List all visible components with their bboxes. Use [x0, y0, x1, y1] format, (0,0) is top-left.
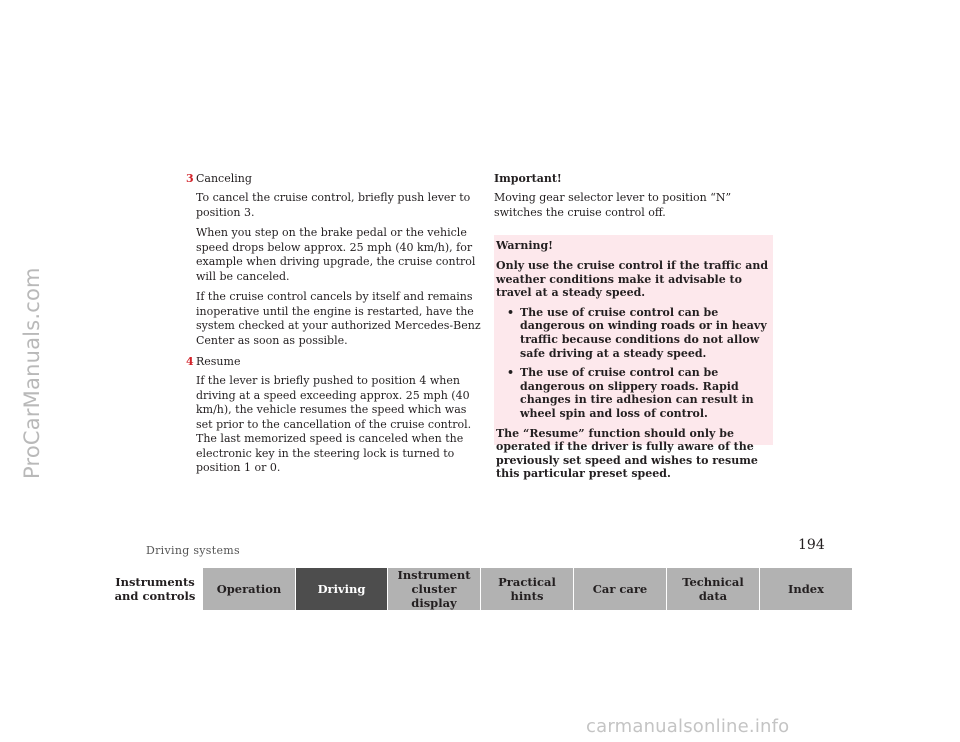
- warning-box: [494, 235, 773, 481]
- site-watermark: carmanualsonline.info: [586, 716, 790, 737]
- bullet-icon: •: [507, 305, 515, 319]
- tab-index[interactable]: [759, 568, 852, 610]
- tab-label: Index: [788, 582, 824, 596]
- section-label: Driving systems: [146, 544, 240, 557]
- item-3-body: [186, 191, 486, 348]
- tab-driving[interactable]: [295, 568, 387, 610]
- tab-label: Practical hints: [498, 575, 556, 603]
- right-column: [494, 171, 776, 226]
- tab-operation[interactable]: [202, 568, 295, 610]
- warning-bullet-text: The use of cruise control can be dangerous on slippery roads. Rapid changes in tire adhesion can result in wheel spin and loss of control.: [520, 366, 754, 420]
- tab-label-line2: and controls: [114, 589, 196, 603]
- item-3-heading: [186, 171, 486, 186]
- tab-label: [115, 575, 196, 603]
- tab-label: Driving: [317, 582, 366, 596]
- item-4-paragraph: If the lever is briefly pushed to position 4 when driving at a speed exceeding approx. 25 mph (40 km/h), the vehicle resumes the speed which was set prior to the cancellation of the cruise control. The last memorized speed is canceled when the electronic key in the steering lock is turned to position 1 or 0.: [196, 374, 472, 474]
- tab-instrument-cluster-display[interactable]: [387, 568, 480, 610]
- tab-label-line1: Instruments: [115, 575, 195, 589]
- item-4-body: [186, 374, 486, 476]
- tab-label: Car care: [592, 582, 648, 596]
- warning-closing: The “Resume” function should only be operated if the driver is fully aware of the previously set speed and wishes to resume this particular preset speed.: [496, 426, 758, 481]
- important-text: Moving gear selector lever to position “N” switches the cruise control off.: [494, 191, 732, 219]
- item-3-paragraph: When you step on the brake pedal or the vehicle speed drops below approx. 25 mph (40 km/h), for example when driving upgrade, the cruise control will be canceled.: [196, 226, 476, 283]
- item-3-title: Canceling: [196, 172, 252, 185]
- tab-label-line2: data: [698, 589, 728, 603]
- tab-technical-data[interactable]: [666, 568, 759, 610]
- warning-bullet-item: [494, 366, 773, 420]
- item-3-paragraph: To cancel the cruise control, briefly push lever to position 3.: [196, 191, 471, 219]
- tab-label: [388, 568, 480, 610]
- side-watermark-text: ProCarManuals.com: [20, 267, 44, 479]
- left-column: [186, 171, 486, 482]
- item-4-title: Resume: [196, 355, 241, 368]
- tab-label-line2: cluster display: [411, 582, 457, 610]
- tab-car-care[interactable]: [573, 568, 666, 610]
- important-heading: Important!: [494, 172, 562, 185]
- tab-instruments-and-controls[interactable]: [108, 568, 202, 610]
- warning-title: Warning!: [496, 239, 554, 252]
- item-4-heading: [186, 354, 486, 369]
- item-3-number: 3: [186, 172, 194, 185]
- item-4-number: 4: [186, 355, 194, 368]
- tab-label-line1: Instrument: [397, 568, 471, 582]
- page-number: 194: [798, 537, 825, 553]
- tab-practical-hints[interactable]: [480, 568, 573, 610]
- chapter-nav: [108, 568, 852, 610]
- tab-label-line1: Technical: [682, 575, 744, 589]
- bullet-icon: •: [507, 366, 515, 380]
- tab-label: Operation: [216, 582, 282, 596]
- warning-bullet-text: The use of cruise control can be dangerous on winding roads or in heavy traffic because conditions do not allow safe driving at a steady speed.: [520, 305, 767, 360]
- warning-intro: Only use the cruise control if the traffic and weather conditions make it advisable to travel at a steady speed.: [496, 259, 769, 300]
- item-3-paragraph: If the cruise control cancels by itself and remains inoperative until the engine is restarted, have the system checked at your authorized Mercedes-Benz Center as soon as possible.: [196, 290, 481, 347]
- warning-bullet-list: [494, 306, 773, 421]
- tab-label: [682, 575, 743, 603]
- warning-bullet-item: [494, 306, 773, 360]
